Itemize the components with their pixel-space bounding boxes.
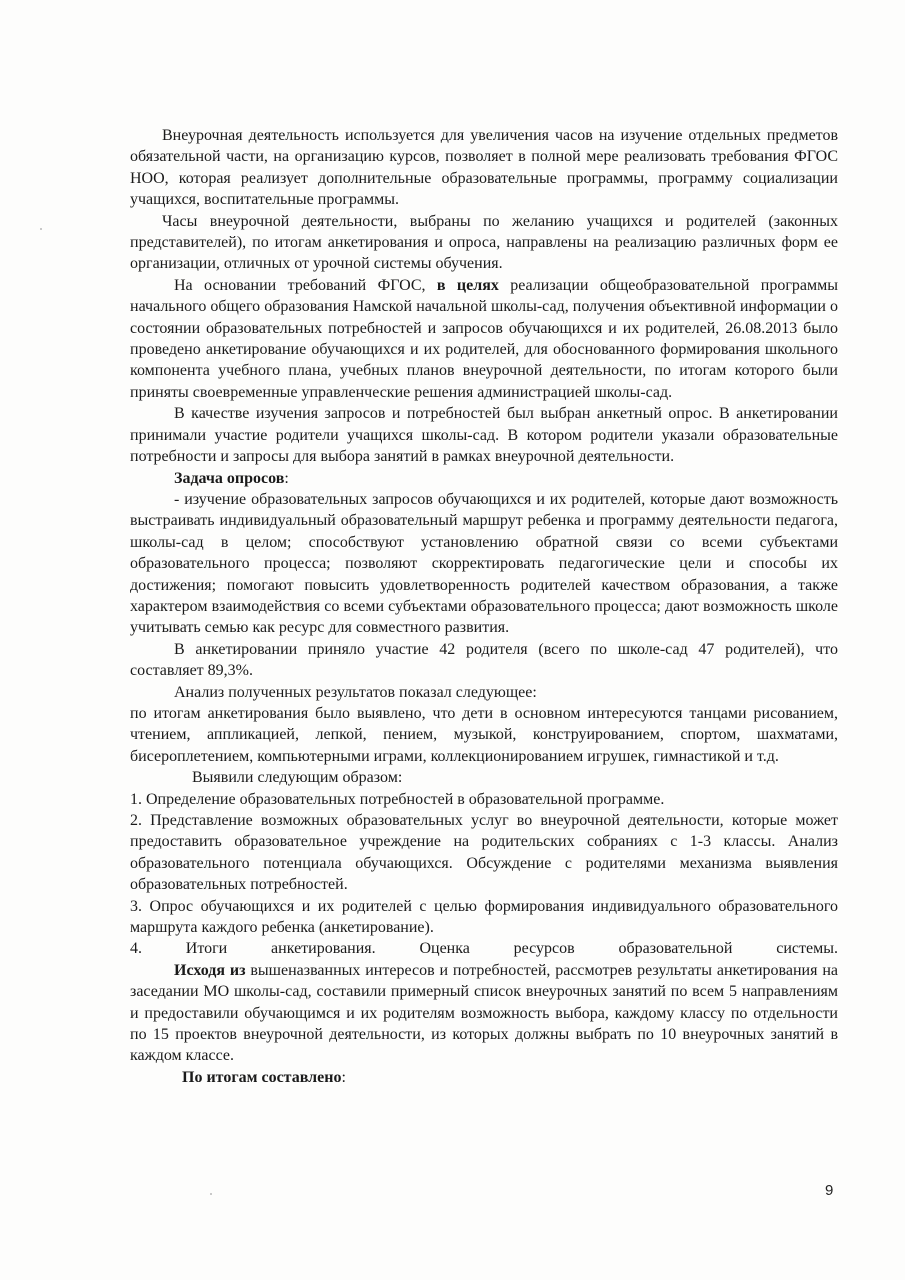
paragraph: Внеурочная деятельность используется для увеличения часов на изучение отдельных предметов обязательной части, на организацию курсов, позволяет в полной мере реализовать требования ФГОС НОО, которая реализует дополнительные образовательные программы, программу социализации учащихся, воспитательные программы.	[130, 127, 838, 209]
paragraph: В анкетировании приняло участие 42 родителя (всего по школе-сад 47 родителей), что составляет 89,3%.	[130, 640, 838, 680]
paragraph: по итогам анкетирования было выявлено, что дети в основном интересуются танцами рисованием, чтением, аппликацией, лепкой, пением, музыкой, конструированием, спортом, шахматами, бисероплетением, компьютерными играми, коллекционированием игрушек, гимнастикой и т.д.	[130, 704, 838, 765]
page-number: 9	[825, 1182, 834, 1199]
paragraph	[130, 960, 838, 1067]
bold-phrase: в целях	[436, 276, 499, 294]
paragraph-text: реализации общеобразовательной программы начального общего образования Намской начальной школы-сад, получения объективной информации о состоянии образовательных потребностей и запросов обучающихся и их родителей, 26.08.2013 было проведено анкетирование обучающихся и их родителей, для обоснованного формирования школьного компонента учебного плана, учебных планов внеурочной деятельности, по итогам которого были приняты своевременные управленческие решения администрацией школы-сад.	[130, 276, 839, 401]
bold-phrase: Исходя из	[174, 961, 246, 979]
bold-phrase: Задача опросов	[174, 469, 285, 487]
paragraph: В качестве изучения запросов и потребностей был выбран анкетный опрос. В анкетировании принимали участие родители учащихся школы-сад. В котором родители указали образовательные потребности и запросы для выбора занятий в рамках внеурочной деятельности.	[130, 405, 838, 466]
list-item: 3. Опрос обучающихся и их родителей с целью формирования индивидуального образовательного маршрута каждого ребенка (анкетирование).	[130, 897, 838, 937]
section-heading	[130, 1067, 838, 1088]
paragraph-text: :	[284, 469, 289, 487]
list-item: 1. Определение образовательных потребностей в образовательной программе.	[130, 790, 665, 808]
paragraph-text: На основании требований ФГОС,	[174, 276, 437, 294]
scan-speck	[40, 228, 42, 230]
list-item: 4. Итоги анкетирования. Оценка ресурсов образовательной системы.	[130, 940, 838, 958]
paragraph: Анализ полученных результатов показал следующее:	[174, 683, 537, 701]
scan-speck	[210, 1193, 212, 1195]
paragraph: Часы внеурочной деятельности, выбраны по желанию учащихся и родителей (законных представителей), по итогам анкетирования и опроса, направлены на реализацию различных форм ее организации, отличных от урочной системы обучения.	[130, 212, 838, 273]
paragraph-text: :	[341, 1068, 346, 1086]
document-body	[130, 125, 838, 1088]
list-item: 2. Представление возможных образовательных услуг во внеурочной деятельности, которые может предоставить образовательное учреждение на родительских собраниях с 1-3 классы. Анализ образовательного потенциала обучающихся. Обсуждение с родителями механизма выявления образовательных потребностей.	[130, 812, 838, 894]
paragraph: Выявили следующим образом:	[192, 769, 403, 787]
paragraph	[130, 275, 838, 403]
bold-phrase: По итогам составлено	[182, 1068, 342, 1086]
paragraph-text: вышеназванных интересов и потребностей, рассмотрев результаты анкетирования на заседании МО школы-сад, составили примерный список внеурочных занятий по всем 5 направлениям и предоставили обучающимся и их родителям возможность выбора, каждому классу по отдельности по 15 проектов внеурочной деятельности, из которых должны выбрать по 10 внеурочных занятий в каждом классе.	[130, 961, 838, 1065]
section-heading	[130, 468, 838, 489]
paragraph: - изучение образовательных запросов обучающихся и их родителей, которые дают возможность выстраивать индивидуальный образовательный маршрут ребенка и программу деятельности педагога, школы-сад в целом; способствуют установлению обратной связи со всеми субъектами образовательного процесса; позволяют скорректировать педагогические цели и способы их достижения; помогают повысить удовлетворенность родителей качеством образования, а также характером взаимодействия со всеми субъектами образовательного процесса; дают возможность школе учитывать семью как ресурс для совместного развития.	[130, 490, 838, 637]
